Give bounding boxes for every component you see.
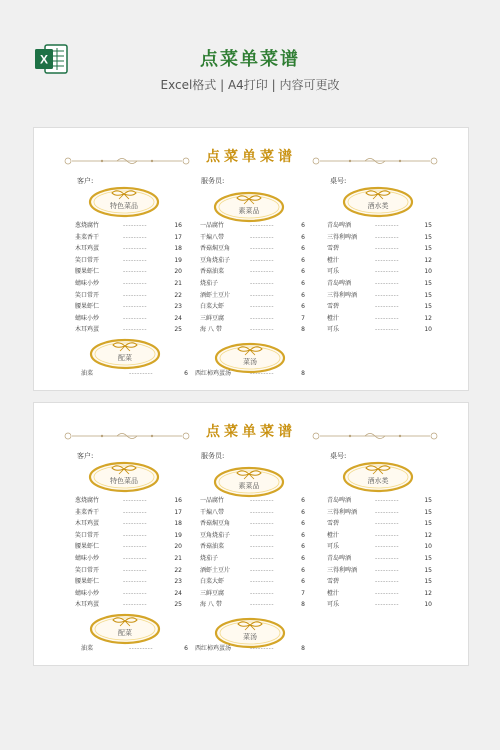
dish-name: 烧茄子 — [200, 279, 219, 287]
menu-list — [200, 220, 310, 336]
dash-leader: --------- — [250, 268, 274, 276]
dash-leader: --------- — [375, 543, 399, 551]
menu-row — [327, 588, 437, 600]
menu-row — [75, 290, 185, 302]
dish-price: 19 — [174, 256, 182, 264]
dish-name: 白菜大虾 — [200, 578, 225, 586]
dash-leader: --------- — [250, 508, 274, 516]
dish-price: 12 — [424, 531, 432, 539]
menu-row — [200, 495, 310, 507]
dash-leader: --------- — [129, 645, 153, 652]
dish-name: 蜻味小炒 — [75, 314, 100, 322]
dish-price: 15 — [424, 233, 432, 241]
dish-name: 酒虾土豆片 — [200, 566, 231, 574]
dash-leader: --------- — [375, 291, 399, 299]
dish-name: 橙汁 — [327, 314, 340, 322]
menu-row — [200, 553, 310, 565]
dish-price: 20 — [174, 543, 182, 551]
dash-leader: --------- — [123, 291, 147, 299]
dash-leader: --------- — [123, 256, 147, 264]
dish-price: 15 — [424, 303, 432, 311]
dish-price: 16 — [174, 222, 182, 229]
menu-row — [327, 507, 437, 519]
category-label: 特色菜品 — [110, 202, 138, 210]
dish-name: 橙汁 — [327, 256, 340, 264]
dish-name: 葱烧腐竹 — [75, 497, 100, 504]
dish-name: 木耳鸡蛋 — [75, 326, 100, 334]
dish-name: 三得利啤酒 — [327, 566, 358, 574]
dish-name: 青岛啤酒 — [327, 279, 352, 287]
dish-name: 韭菜香干 — [75, 508, 100, 516]
menu-row — [75, 565, 185, 577]
category-label: 菜汤 — [243, 633, 257, 641]
category-label: 配菜 — [118, 629, 132, 637]
table-label: 桌号: — [330, 452, 347, 460]
category-label: 素菜品 — [238, 207, 260, 215]
menu-sheet — [33, 402, 469, 666]
dish-price: 6 — [301, 497, 305, 504]
dish-price: 6 — [301, 578, 305, 586]
dish-price: 7 — [301, 589, 305, 597]
dish-name: 腰果虾仁 — [75, 578, 100, 586]
category-label: 酒水类 — [367, 202, 389, 210]
dash-leader: --------- — [123, 314, 147, 322]
menu-list — [75, 495, 185, 611]
menu-row — [75, 576, 185, 588]
dish-name: 笑口常开 — [75, 291, 100, 299]
menu-row — [75, 588, 185, 600]
dish-name: 白菜大虾 — [200, 303, 225, 311]
menu-row — [327, 243, 437, 255]
dash-leader: --------- — [123, 245, 147, 253]
dish-name: 腰果虾仁 — [75, 543, 100, 551]
menu-row — [75, 313, 185, 325]
menu-row — [75, 495, 185, 507]
menu-row — [200, 324, 310, 336]
dish-name: 三得利啤酒 — [327, 291, 358, 299]
dish-price: 6 — [184, 370, 188, 377]
dash-leader: --------- — [250, 601, 274, 609]
dish-name: 西红柿鸡蛋汤 — [195, 645, 232, 652]
menu-row — [200, 530, 310, 542]
dish-price: 18 — [174, 245, 182, 253]
menu-row — [81, 643, 191, 655]
dish-name: 雪碧 — [327, 303, 340, 311]
dash-leader: --------- — [375, 508, 399, 516]
dish-name: 香菇焖豆角 — [200, 245, 231, 253]
menu-row — [327, 278, 437, 290]
dish-price: 25 — [174, 601, 182, 609]
dish-price: 24 — [174, 589, 182, 597]
customer-label: 客户: — [77, 452, 94, 460]
dash-leader: --------- — [123, 554, 147, 562]
dish-name: 烧茄子 — [200, 554, 219, 562]
page-subtitle: Excel格式 | A4打印 | 内容可更改 — [160, 78, 340, 92]
category-badge — [213, 464, 285, 498]
menu-row — [327, 255, 437, 267]
dish-price: 6 — [184, 645, 188, 652]
dash-leader: --------- — [375, 589, 399, 597]
dish-price: 19 — [174, 531, 182, 539]
dish-price: 6 — [301, 303, 305, 311]
dish-name: 干煸八带 — [200, 233, 225, 241]
dish-name: 可乐 — [327, 601, 340, 609]
menu-row — [75, 541, 185, 553]
category-label: 配菜 — [118, 354, 132, 362]
dash-leader: --------- — [250, 543, 274, 551]
menu-row — [200, 278, 310, 290]
dish-price: 8 — [301, 645, 305, 652]
dish-price: 15 — [424, 520, 432, 528]
dash-leader: --------- — [375, 279, 399, 287]
dash-leader: --------- — [250, 326, 274, 334]
menu-row — [75, 301, 185, 313]
menu-row — [327, 495, 437, 507]
dish-price: 10 — [424, 601, 432, 609]
category-label: 素菜品 — [238, 482, 260, 490]
menu-row — [327, 220, 437, 232]
dish-price: 15 — [424, 245, 432, 253]
dish-price: 25 — [174, 326, 182, 334]
menu-row — [327, 518, 437, 530]
menu-row — [327, 599, 437, 611]
dish-name: 蜻味小炒 — [75, 589, 100, 597]
menu-list — [75, 220, 185, 336]
menu-row — [81, 368, 191, 380]
category-badge — [89, 611, 161, 645]
dish-price: 23 — [174, 303, 182, 311]
dish-price: 15 — [424, 566, 432, 574]
dish-price: 17 — [174, 233, 182, 241]
dash-leader: --------- — [250, 645, 274, 652]
dish-price: 24 — [174, 314, 182, 322]
excel-icon-letter: X — [39, 52, 49, 67]
dish-price: 15 — [424, 578, 432, 586]
dish-price: 22 — [174, 566, 182, 574]
dish-price: 21 — [174, 554, 182, 562]
dash-leader: --------- — [250, 589, 274, 597]
dish-name: 油菜 — [81, 645, 94, 652]
dash-leader: --------- — [123, 233, 147, 241]
dash-leader: --------- — [123, 222, 147, 229]
menu-list — [195, 368, 305, 380]
dish-name: 腰果虾仁 — [75, 303, 100, 311]
dish-name: 海 八 带 — [200, 601, 222, 609]
menu-row — [327, 313, 437, 325]
dish-price: 12 — [424, 256, 432, 264]
dash-leader: --------- — [375, 497, 399, 504]
menu-row — [75, 507, 185, 519]
dish-name: 酒虾土豆片 — [200, 291, 231, 299]
dish-name: 蜻味小炒 — [75, 279, 100, 287]
dish-name: 可乐 — [327, 326, 340, 334]
menu-row — [327, 576, 437, 588]
dish-name: 橙汁 — [327, 531, 340, 539]
dash-leader: --------- — [375, 222, 399, 229]
dash-leader: --------- — [250, 554, 274, 562]
dash-leader: --------- — [123, 531, 147, 539]
category-label: 菜汤 — [243, 358, 257, 366]
dish-price: 6 — [301, 508, 305, 516]
menu-row — [75, 530, 185, 542]
dash-leader: --------- — [250, 303, 274, 311]
table-label: 桌号: — [330, 177, 347, 185]
dish-name: 油菜 — [81, 370, 94, 377]
menu-sheet — [33, 127, 469, 391]
dish-price: 10 — [424, 326, 432, 334]
menu-row — [200, 588, 310, 600]
dash-leader: --------- — [129, 370, 153, 377]
category-badge — [342, 459, 414, 493]
menu-row — [327, 266, 437, 278]
dash-leader: --------- — [250, 578, 274, 586]
dish-price: 6 — [301, 291, 305, 299]
dash-leader: --------- — [250, 314, 274, 322]
dish-name: 韭菜香干 — [75, 233, 100, 241]
dash-leader: --------- — [250, 291, 274, 299]
menu-row — [75, 599, 185, 611]
menu-row — [75, 518, 185, 530]
dash-leader: --------- — [250, 279, 274, 287]
menu-row — [327, 553, 437, 565]
dish-price: 12 — [424, 589, 432, 597]
dish-name: 香菇油菜 — [200, 268, 225, 276]
dash-leader: --------- — [250, 531, 274, 539]
dish-price: 6 — [301, 222, 305, 229]
dish-price: 6 — [301, 256, 305, 264]
dish-name: 木耳鸡蛋 — [75, 245, 100, 253]
waiter-label: 服务员: — [201, 177, 225, 185]
dish-price: 23 — [174, 578, 182, 586]
dish-name: 海 八 带 — [200, 326, 222, 334]
dish-price: 15 — [424, 508, 432, 516]
menu-row — [200, 266, 310, 278]
menu-row — [75, 553, 185, 565]
dish-price: 6 — [301, 531, 305, 539]
menu-row — [327, 324, 437, 336]
dish-name: 三得利啤酒 — [327, 233, 358, 241]
dish-name: 青岛啤酒 — [327, 554, 352, 562]
dish-name: 三鲜豆腐 — [200, 589, 225, 597]
dish-price: 20 — [174, 268, 182, 276]
menu-row — [327, 565, 437, 577]
dish-name: 雪碧 — [327, 578, 340, 586]
dish-name: 雪碧 — [327, 245, 340, 253]
menu-row — [75, 220, 185, 232]
dash-leader: --------- — [123, 508, 147, 516]
dash-leader: --------- — [375, 303, 399, 311]
page-title: 点菜单菜谱 — [200, 49, 300, 70]
dish-price: 15 — [424, 497, 432, 504]
dish-price: 15 — [424, 554, 432, 562]
dish-name: 笑口常开 — [75, 256, 100, 264]
dish-name: 青岛啤酒 — [327, 222, 352, 229]
dash-leader: --------- — [123, 589, 147, 597]
dish-name: 香菇油菜 — [200, 543, 225, 551]
dish-price: 8 — [301, 326, 305, 334]
dash-leader: --------- — [375, 531, 399, 539]
category-label: 特色菜品 — [110, 477, 138, 485]
menu-row — [75, 255, 185, 267]
dish-name: 可乐 — [327, 543, 340, 551]
dash-leader: --------- — [250, 233, 274, 241]
dish-name: 豆角烧茄子 — [200, 531, 231, 539]
dash-leader: --------- — [250, 566, 274, 574]
menu-row — [200, 576, 310, 588]
dish-name: 豆角烧茄子 — [200, 256, 231, 264]
dish-price: 21 — [174, 279, 182, 287]
dish-name: 三得利啤酒 — [327, 508, 358, 516]
dish-name: 笑口常开 — [75, 531, 100, 539]
menu-row — [195, 643, 305, 655]
menu-list — [327, 495, 437, 611]
menu-row — [75, 266, 185, 278]
dash-leader: --------- — [123, 566, 147, 574]
dash-leader: --------- — [123, 326, 147, 334]
menu-title: 点菜单菜谱 — [206, 424, 296, 440]
dish-price: 22 — [174, 291, 182, 299]
dish-name: 西红柿鸡蛋汤 — [195, 370, 232, 377]
category-label: 酒水类 — [367, 477, 389, 485]
dash-leader: --------- — [375, 256, 399, 264]
menu-row — [75, 232, 185, 244]
dash-leader: --------- — [375, 578, 399, 586]
dash-leader: --------- — [123, 279, 147, 287]
dish-name: 青岛啤酒 — [327, 497, 352, 504]
menu-list — [195, 643, 305, 655]
menu-list — [81, 368, 191, 380]
dash-leader: --------- — [375, 326, 399, 334]
dish-price: 8 — [301, 601, 305, 609]
menu-row — [75, 243, 185, 255]
dash-leader: --------- — [123, 520, 147, 528]
dash-leader: --------- — [123, 601, 147, 609]
dish-price: 6 — [301, 543, 305, 551]
dish-name: 葱烧腐竹 — [75, 222, 100, 229]
dish-name: 雪碧 — [327, 520, 340, 528]
dash-leader: --------- — [250, 256, 274, 264]
menu-row — [200, 313, 310, 325]
customer-label: 客户: — [77, 177, 94, 185]
dash-leader: --------- — [375, 268, 399, 276]
dash-leader: --------- — [250, 245, 274, 253]
dash-leader: --------- — [250, 497, 274, 504]
menu-row — [195, 368, 305, 380]
dash-leader: --------- — [375, 233, 399, 241]
category-badge — [88, 459, 160, 493]
menu-row — [75, 324, 185, 336]
dash-leader: --------- — [123, 543, 147, 551]
dish-name: 香菇焖豆角 — [200, 520, 231, 528]
dash-leader: --------- — [375, 566, 399, 574]
dish-name: 笑口常开 — [75, 566, 100, 574]
dish-price: 10 — [424, 543, 432, 551]
dash-leader: --------- — [375, 601, 399, 609]
dish-price: 6 — [301, 233, 305, 241]
dish-price: 6 — [301, 554, 305, 562]
menu-list — [327, 220, 437, 336]
dish-price: 18 — [174, 520, 182, 528]
dash-leader: --------- — [250, 222, 274, 229]
menu-row — [327, 530, 437, 542]
category-badge — [213, 189, 285, 223]
dish-name: 橙汁 — [327, 589, 340, 597]
dish-name: 木耳鸡蛋 — [75, 520, 100, 528]
dish-name: 一品腐竹 — [200, 222, 225, 229]
menu-row — [200, 518, 310, 530]
menu-row — [75, 278, 185, 290]
dish-price: 15 — [424, 222, 432, 229]
dash-leader: --------- — [375, 314, 399, 322]
dish-price: 6 — [301, 520, 305, 528]
dish-price: 17 — [174, 508, 182, 516]
dash-leader: --------- — [250, 520, 274, 528]
dish-price: 16 — [174, 497, 182, 504]
dish-price: 15 — [424, 291, 432, 299]
menu-row — [327, 290, 437, 302]
menu-title: 点菜单菜谱 — [206, 149, 296, 165]
menu-row — [200, 541, 310, 553]
dash-leader: --------- — [123, 497, 147, 504]
dish-price: 6 — [301, 268, 305, 276]
dash-leader: --------- — [123, 268, 147, 276]
menu-row — [200, 507, 310, 519]
dash-leader: --------- — [250, 370, 274, 377]
dish-price: 6 — [301, 245, 305, 253]
dash-leader: --------- — [375, 520, 399, 528]
menu-row — [200, 255, 310, 267]
dish-price: 8 — [301, 370, 305, 377]
menu-row — [327, 232, 437, 244]
dish-price: 10 — [424, 268, 432, 276]
menu-row — [327, 541, 437, 553]
menu-row — [327, 301, 437, 313]
menu-row — [200, 220, 310, 232]
dish-name: 干煸八带 — [200, 508, 225, 516]
dish-price: 15 — [424, 279, 432, 287]
dish-price: 7 — [301, 314, 305, 322]
dash-leader: --------- — [375, 554, 399, 562]
dish-name: 一品腐竹 — [200, 497, 225, 504]
dash-leader: --------- — [123, 578, 147, 586]
category-badge — [89, 336, 161, 370]
menu-row — [200, 599, 310, 611]
dish-price: 6 — [301, 566, 305, 574]
page-header — [0, 0, 500, 120]
menu-row — [200, 232, 310, 244]
dish-price: 12 — [424, 314, 432, 322]
category-badge — [342, 184, 414, 218]
dish-name: 可乐 — [327, 268, 340, 276]
waiter-label: 服务员: — [201, 452, 225, 460]
menu-row — [200, 290, 310, 302]
menu-row — [200, 301, 310, 313]
dash-leader: --------- — [375, 245, 399, 253]
menu-list — [200, 495, 310, 611]
dash-leader: --------- — [123, 303, 147, 311]
menu-row — [200, 565, 310, 577]
dish-name: 腰果虾仁 — [75, 268, 100, 276]
dish-price: 6 — [301, 279, 305, 287]
dish-name: 蜻味小炒 — [75, 554, 100, 562]
dish-name: 木耳鸡蛋 — [75, 601, 100, 609]
dish-name: 三鲜豆腐 — [200, 314, 225, 322]
menu-row — [200, 243, 310, 255]
menu-list — [81, 643, 191, 655]
category-badge — [88, 184, 160, 218]
